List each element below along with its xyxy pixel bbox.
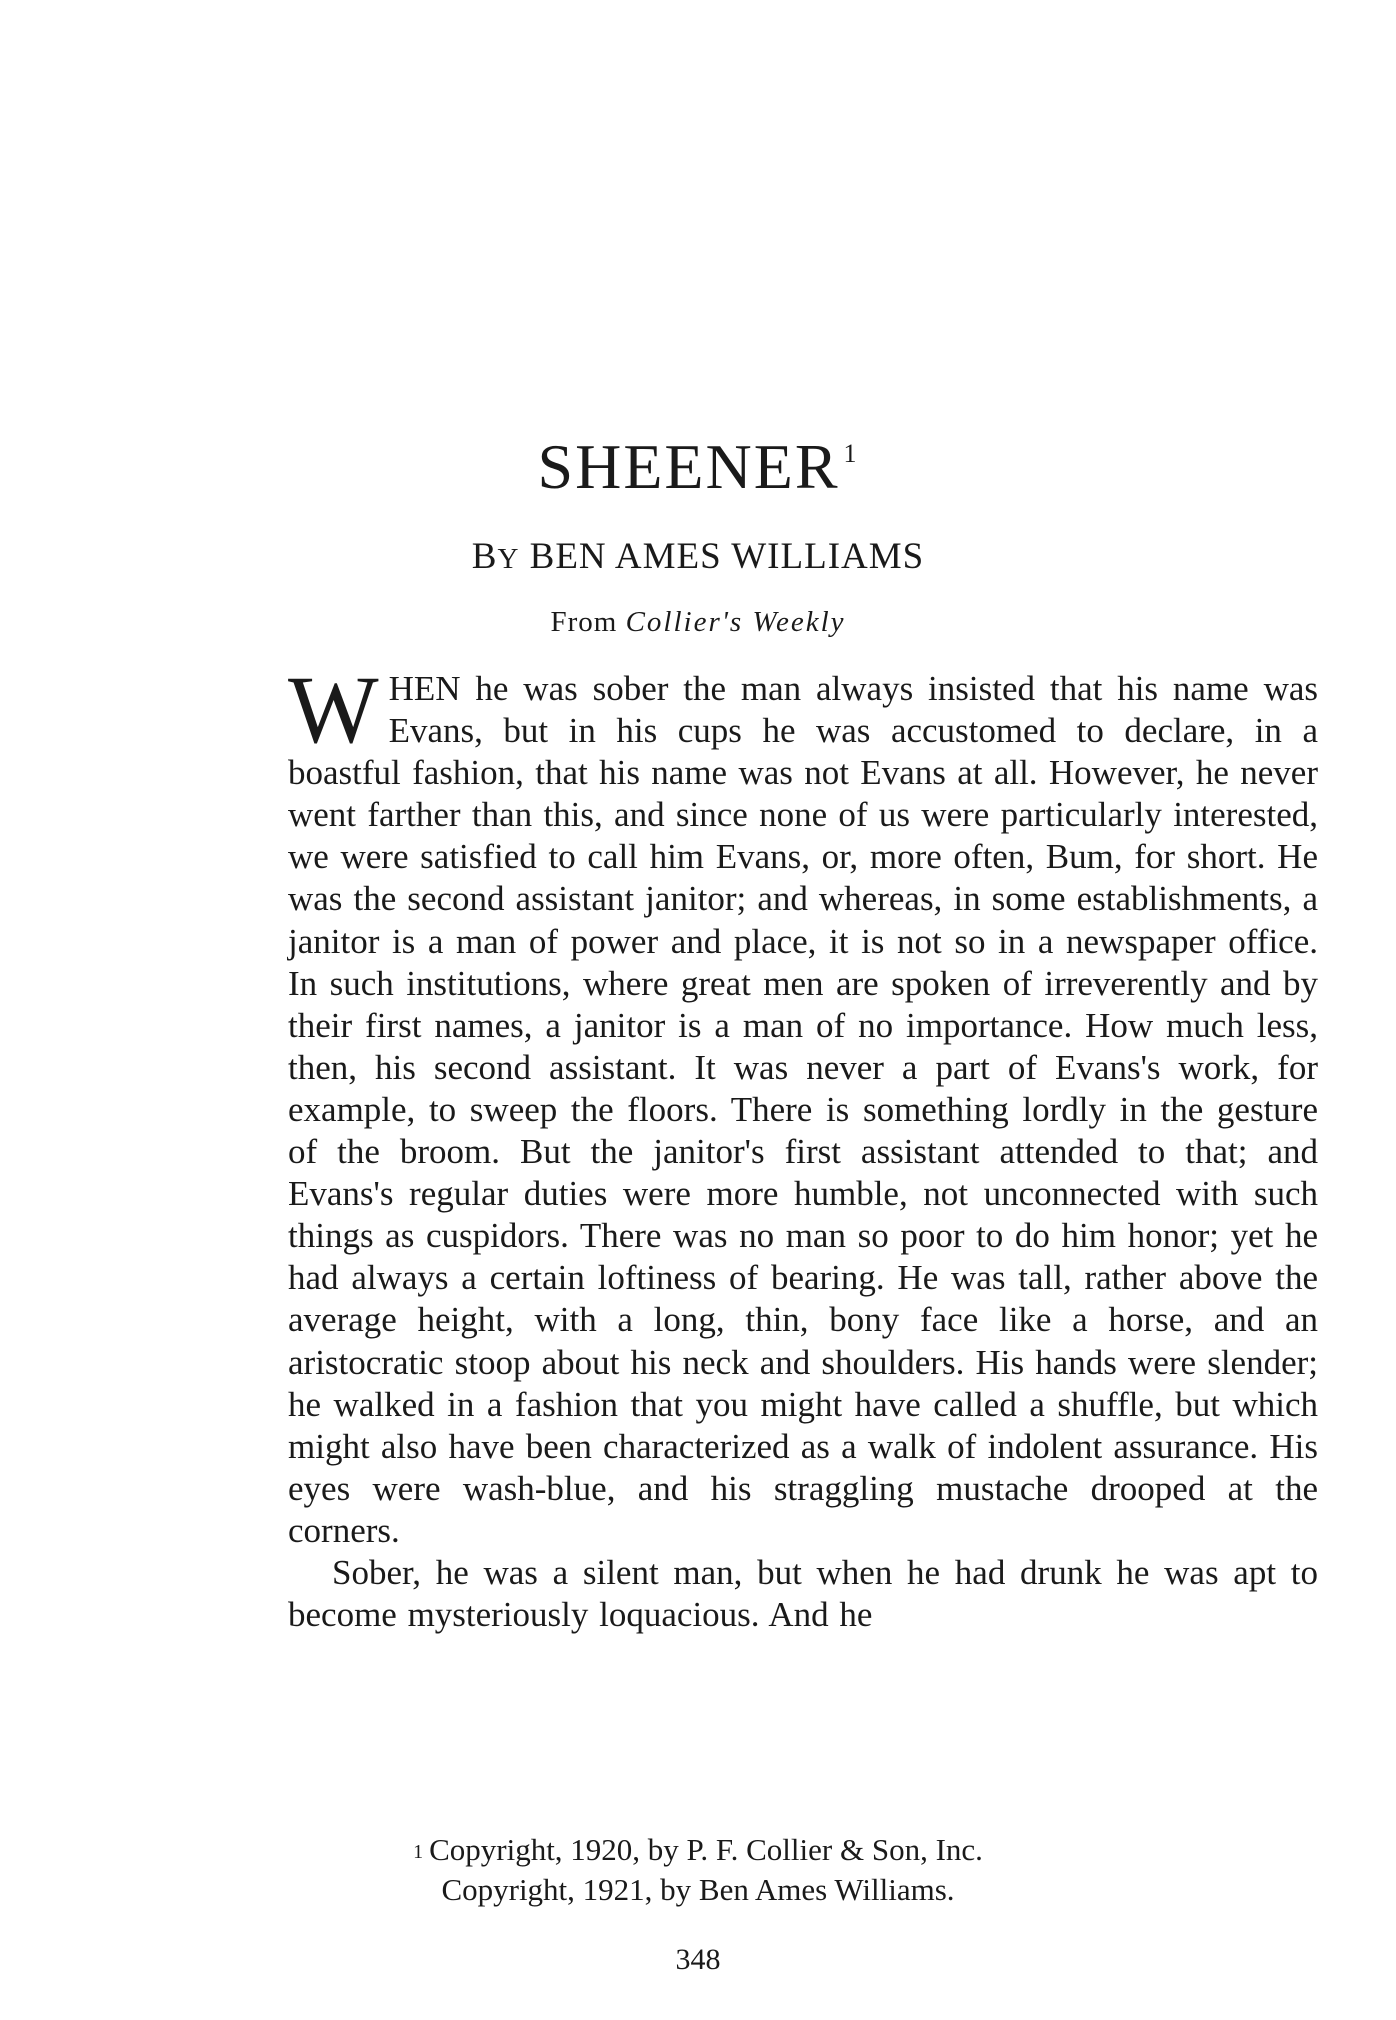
drop-cap: W — [288, 656, 379, 763]
footnote — [0, 1830, 1396, 1910]
body-text — [288, 656, 1318, 1636]
source-prefix: From — [550, 606, 618, 638]
page-number: 348 — [675, 1943, 721, 1976]
byline-by-initial: B — [471, 536, 498, 577]
paragraph — [288, 656, 1318, 1552]
footnote-line-1-text: Copyright, 1920, by P. F. Collier & Son, Inc. — [429, 1832, 983, 1867]
chapter-title-text: SHEENER — [537, 431, 840, 502]
footnote-number: 1 — [413, 1841, 424, 1863]
source-publication: Collier's Weekly — [625, 606, 846, 638]
footnote-line-2: Copyright, 1921, by Ben Ames Williams. — [441, 1872, 955, 1907]
byline-by-rest: Y — [497, 543, 520, 575]
paragraph-2-text: Sober, he was a silent man, but when he had drunk he was apt to become mysteriously loquacious. And he — [288, 1552, 1318, 1635]
author-byline — [0, 538, 1396, 575]
title-footnote-mark: 1 — [843, 439, 859, 468]
paragraph — [288, 1552, 1318, 1636]
author-name: BEN AMES WILLIAMS — [529, 536, 925, 577]
chapter-title — [0, 431, 1396, 502]
footnote-line-1 — [0, 1830, 1396, 1870]
source-line — [0, 608, 1396, 637]
paragraph-1-text: HEN he was sober the man always insisted that his name was Evans, but in his cups he was accustomed to declare, in a boastful fashion, that his name was not Evans at all. However, he never went farther than this, and since none of us were particularly interested, we were satisfied to call him Evans, or, more often, Bum, for short. He was the second assistant janitor; and whereas, in some establishments, a janitor is a man of power and place, it is not so in a newspaper office. In such institutions, where great men are spoken of irreverently and by their first names, a janitor is a man of no importance. How much less, then, his second assistant. It was never a part of Evans's work, for example, to sweep the floors. There is something lordly in the gesture of the broom. But the janitor's first assistant attended to that; and Evans's regular duties were more humble, not unconnected with such things as cuspidors. There was no man so poor to do him honor; yet he had always a certain loftiness of bearing. He was tall, rather above the average height, with a long, thin, bony face like a horse, and an aristocratic stoop about his neck and shoulders. His hands were slender; he walked in a fashion that you might have called a shuffle, but which might also have been characterized as a walk of indolent assurance. His eyes were wash-blue, and his straggling mustache drooped at the corners. — [288, 669, 1318, 1550]
